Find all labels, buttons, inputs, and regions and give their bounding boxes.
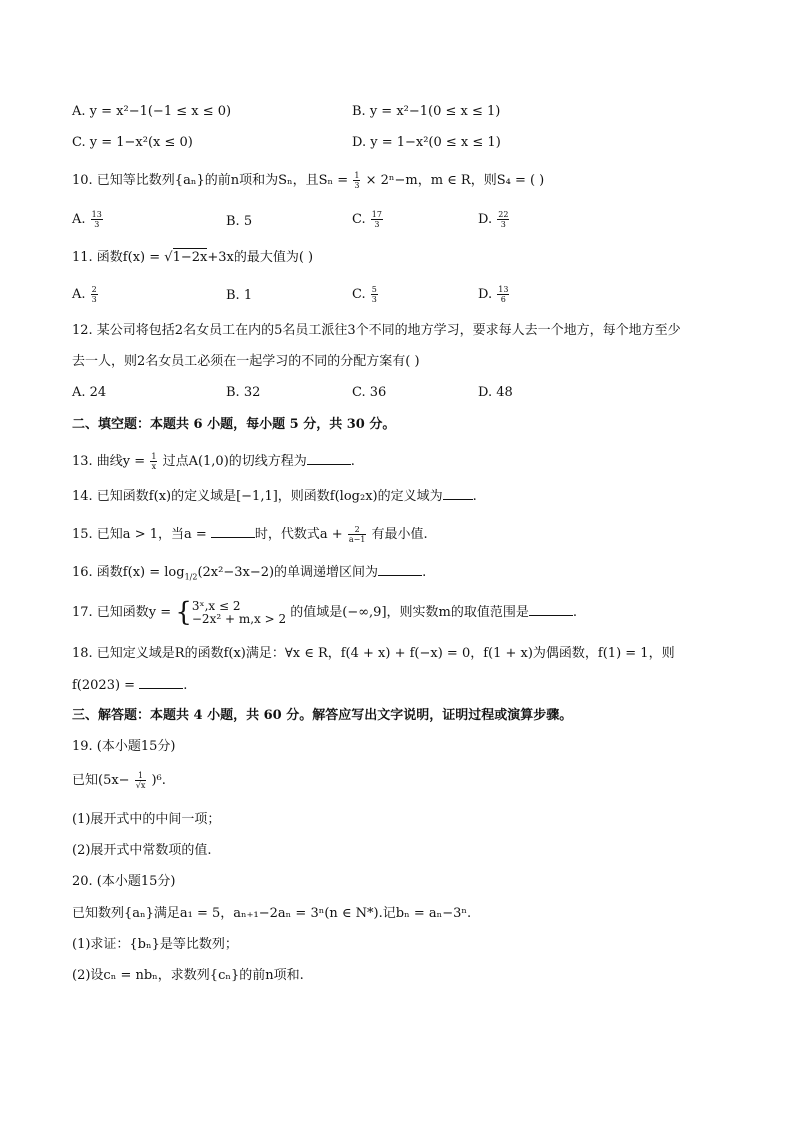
q19-header: 19. (本小题15分) bbox=[72, 739, 176, 754]
q10-fraction: $\frac{1}{3}$ bbox=[354, 171, 360, 190]
q12-line2: 去一人，则2名女员工必须在一起学习的不同的分配方案有( ) bbox=[72, 354, 420, 369]
q10-option-b: B. 5 bbox=[226, 214, 253, 229]
q9-option-a: A. y = x²−1(−1 ≤ x ≤ 0) bbox=[72, 104, 232, 119]
q11-stem: 11. 函数f(x) = √1−2x+3x的最大值为( ) bbox=[72, 250, 314, 265]
q16-stem: 16. 函数$f(x) = \log_{1/2}(2x^2-3x-2)$的单调递增区间为 . bbox=[72, 565, 427, 582]
q12-option-c: C. 36 bbox=[352, 385, 387, 400]
q10-stem-b: × 2ⁿ−m，m ∈ R，则S₄ = ( ) bbox=[365, 173, 545, 188]
q15-stem: 15. 已知a > 1，当a = 时，代数式a + $\frac{2}{a-1}$ 有最小值. bbox=[72, 525, 428, 544]
q19-stem: 已知(5x− $\frac{1}{√x}$ )⁶. bbox=[72, 771, 166, 790]
q11-option-a: A. $\frac{2}{3}$ bbox=[72, 285, 97, 304]
q10-stem-a: 10. 已知等比数列{aₙ}的前n项和为Sₙ，且Sₙ = bbox=[72, 173, 349, 188]
q15-answer-blank bbox=[211, 525, 255, 538]
section-fill-in-heading: 二、填空题：本题共 6 小题，每小题 5 分，共 30 分。 bbox=[72, 417, 396, 432]
q10-option-c: C. $\frac{17}{3}$ bbox=[352, 210, 382, 229]
q14-answer-blank bbox=[443, 487, 473, 500]
q19-part2: (2)展开式中常数项的值. bbox=[72, 843, 212, 858]
q10-stem bbox=[72, 171, 544, 190]
q16-answer-blank bbox=[378, 563, 422, 576]
q17-stem: 17. 已知函数y = { 3ˣ,x ≤ 2 −2x² + m,x > 2 的值域是(−∞,9]，则实数m的取值范围是 . bbox=[72, 597, 577, 628]
q13-answer-blank bbox=[307, 452, 351, 465]
q20-header: 20. (本小题15分) bbox=[72, 874, 176, 889]
q14-stem: 14. 已知函数f(x)的定义域是[−1,1]，则函数f(log₂x)的定义域为 . bbox=[72, 489, 477, 504]
q9-option-c: C. y = 1−x²(x ≤ 0) bbox=[72, 135, 193, 150]
q10-option-d: D. $\frac{22}{3}$ bbox=[478, 210, 509, 229]
q12-option-a: A. 24 bbox=[72, 385, 107, 400]
q17-answer-blank bbox=[529, 603, 573, 616]
q11-option-d: D. $\frac{13}{6}$ bbox=[478, 285, 509, 304]
q12-option-d: D. 48 bbox=[478, 385, 513, 400]
q13-stem: 13. 曲线y = $\frac{1}{x}$ 过点A(1,0)的切线方程为 . bbox=[72, 452, 355, 471]
q9-option-d: D. y = 1−x²(0 ≤ x ≤ 1) bbox=[352, 135, 501, 150]
q18-line1: 18. 已知定义域是R的函数f(x)满足：∀x ∈ R，f(4 + x) + f(−x) = 0，f(1 + x)为偶函数，f(1) = 1，则 bbox=[72, 646, 675, 661]
q10-option-a: A. $\frac{13}{3}$ bbox=[72, 210, 102, 229]
q12-line1: 12. 某公司将包括2名女员工在内的5名员工派往3个不同的地方学习，要求每人去一个地方，每个地方至少 bbox=[72, 323, 681, 338]
q19-part1: (1)展开式中的中间一项； bbox=[72, 812, 221, 827]
q20-part2: (2)设cₙ = nbₙ，求数列{cₙ}的前n项和. bbox=[72, 968, 304, 983]
q20-part1: (1)求证：{bₙ}是等比数列； bbox=[72, 937, 238, 952]
q18-answer-blank bbox=[139, 676, 183, 689]
q12-option-b: B. 32 bbox=[226, 385, 261, 400]
section-solution-heading: 三、解答题：本题共 4 小题，共 60 分。解答应写出文字说明，证明过程或演算步骤。 bbox=[72, 708, 573, 723]
q11-option-c: C. $\frac{5}{3}$ bbox=[352, 285, 377, 304]
q11-option-b: B. 1 bbox=[226, 288, 253, 303]
q20-stem: 已知数列{aₙ}满足a₁ = 5，aₙ₊₁−2aₙ = 3ⁿ(n ∈ N*).记bₙ = aₙ−3ⁿ. bbox=[72, 906, 472, 921]
q18-line2: f(2023) = . bbox=[72, 678, 188, 693]
q9-option-b: B. y = x²−1(0 ≤ x ≤ 1) bbox=[352, 104, 501, 119]
